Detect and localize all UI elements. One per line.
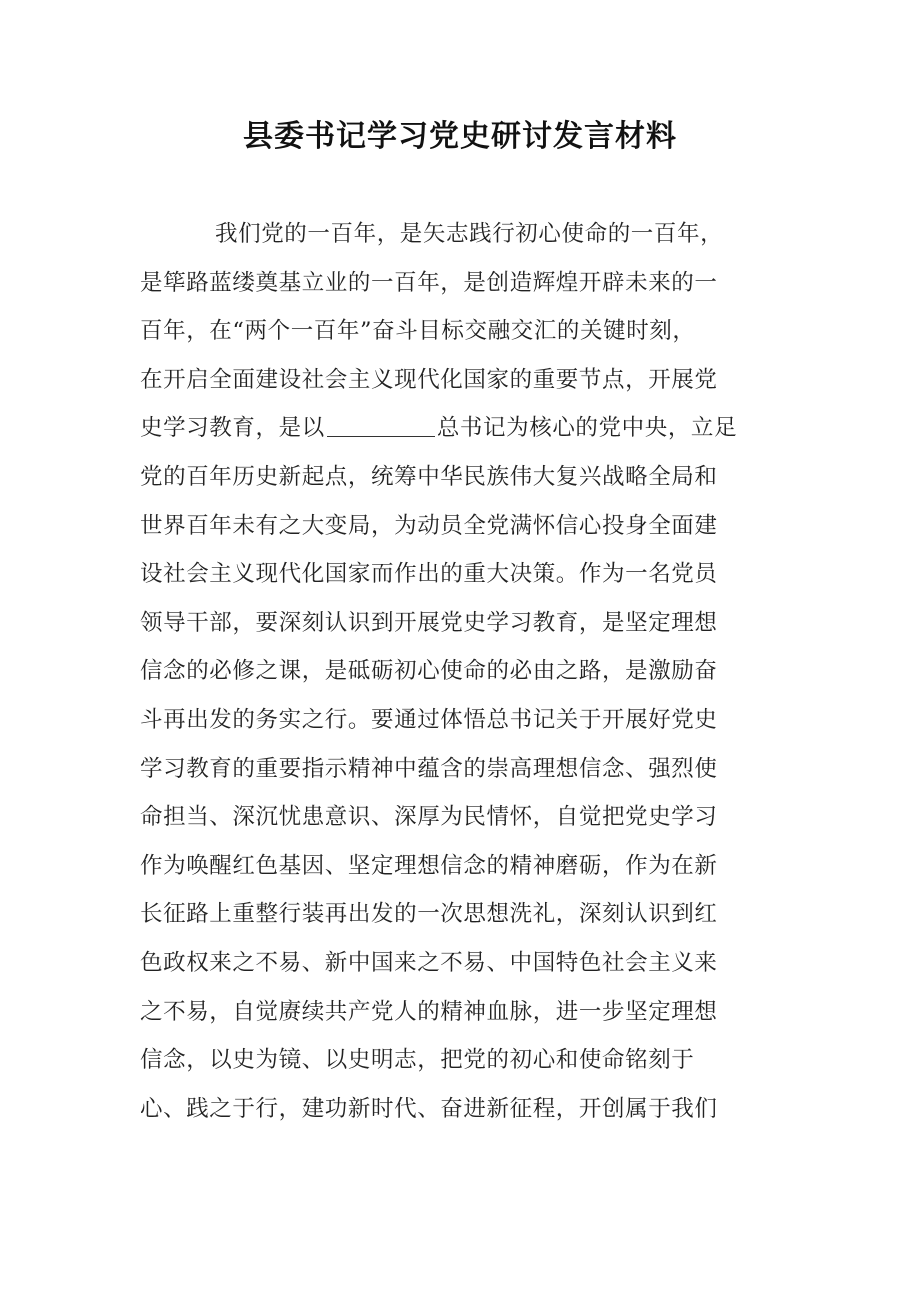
- fill-in-blank: [327, 414, 435, 437]
- paragraph-line: 在开启全面建设社会主义现代化国家的重要节点，开展党: [140, 366, 718, 393]
- paragraph-line: 设社会主义现代化国家而作出的重大决策。作为一名党员: [140, 561, 718, 588]
- document-body: [140, 210, 770, 1133]
- paragraph-line: 作为唤醒红色基因、坚定理想信念的精神磨砺，作为在新: [140, 852, 718, 879]
- paragraph-line: 信念，以史为镜、以史明志，把党的初心和使命铭刻于: [140, 1047, 695, 1074]
- line-segment: 总书记为核心的党中央，立足: [436, 415, 738, 442]
- paragraph-line: 信念的必修之课，是砥砺初心使命的必由之路，是激励奋: [140, 658, 718, 685]
- paragraph-line-with-blank: [140, 404, 770, 453]
- paragraph-line: 长征路上重整行装再出发的一次思想洗礼，深刻认识到红: [140, 901, 718, 928]
- paragraph-line: 命担当、深沉忧患意识、深厚为民情怀，自觉把党史学习: [140, 804, 718, 831]
- paragraph-line: 之不易，自觉赓续共产党人的精神血脉，进一步坚定理想: [140, 998, 718, 1025]
- document-title: 县委书记学习党史研讨发言材料: [243, 119, 677, 154]
- paragraph-line: 色政权来之不易、新中国来之不易、中国特色社会主义来: [140, 949, 718, 976]
- paragraph-line: 百年，在“两个一百年”奋斗目标交融交汇的关键时刻，: [140, 318, 696, 345]
- paragraph-line: 是筚路蓝缕奠基立业的一百年，是创造辉煌开辟未来的一: [140, 269, 718, 296]
- paragraph-line: 心、践之于行，建功新时代、奋进新征程，开创属于我们: [140, 1095, 718, 1122]
- line-segment: 史学习教育，是以: [140, 415, 325, 442]
- paragraph-line: 世界百年未有之大变局，为动员全党满怀信心投身全面建: [140, 512, 718, 539]
- paragraph-line: 学习教育的重要指示精神中蕴含的崇高理想信念、强烈使: [140, 755, 718, 782]
- paragraph-line: 领导干部，要深刻认识到开展党史学习教育，是坚定理想: [140, 609, 718, 636]
- paragraph-line: 斗再出发的务实之行。要通过体悟总书记关于开展好党史: [140, 706, 718, 733]
- paragraph-line: 党的百年历史新起点，统筹中华民族伟大复兴战略全局和: [140, 463, 718, 490]
- paragraph-line: 我们党的一百年，是矢志践行初心使命的一百年，: [215, 221, 724, 247]
